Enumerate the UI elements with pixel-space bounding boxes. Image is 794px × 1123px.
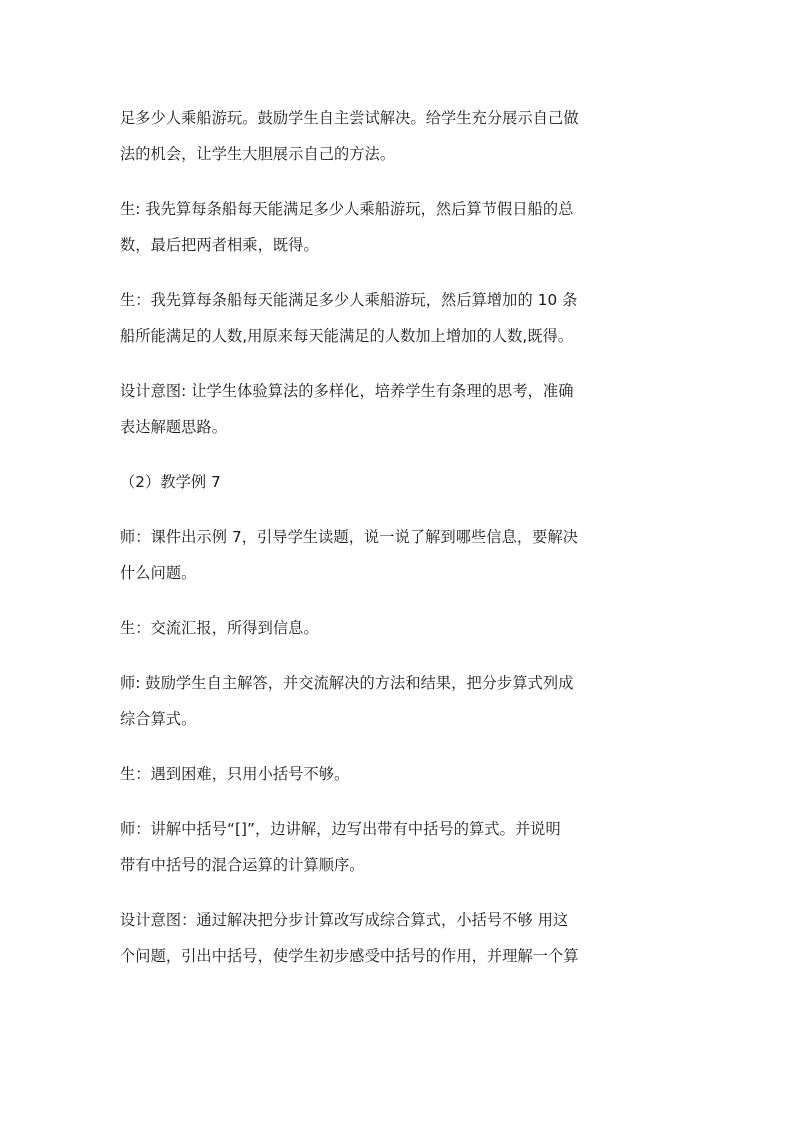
paragraph-10: [120, 811, 680, 883]
text-line: 生：交流汇报，所得到信息。: [120, 619, 319, 637]
text-line: 设计意图: 让学生体验算法的多样化，培养学生有条理的思考，准确: [120, 382, 574, 400]
paragraph-11: [120, 902, 680, 974]
paragraph-2: [120, 191, 680, 263]
text-line: 生：我先算每条船每天能满足多少人乘船游玩，然后算增加的 10 条: [120, 291, 578, 309]
paragraph-8: [120, 665, 680, 737]
paragraph-6: [120, 519, 680, 591]
text-line: 什么问题。: [120, 564, 197, 582]
document-body: [120, 100, 680, 993]
text-line: （2）教学例 7: [120, 473, 221, 491]
paragraph-1: [120, 100, 680, 172]
text-line: 师：课件出示例 7，引导学生读题，说一说了解到哪些信息，要解决: [120, 528, 579, 546]
paragraph-4: [120, 373, 680, 445]
text-line: 个问题，引出中括号，使学生初步感受中括号的作用，并理解一个算: [120, 947, 579, 965]
paragraph-7: [120, 610, 680, 646]
text-line: 数，最后把两者相乘，既得。: [120, 236, 319, 254]
text-line: 设计意图：通过解决把分步计算改写成综合算式，小括号不够 用这: [120, 911, 569, 929]
text-line: 足多少人乘船游玩。鼓励学生自主尝试解决。给学生充分展示自己做: [120, 109, 579, 127]
text-line: 师: 鼓励学生自主解答，并交流解决的方法和结果，把分步算式列成: [120, 674, 574, 692]
paragraph-9: [120, 756, 680, 792]
text-line: 生: 我先算每条船每天能满足多少人乘船游玩，然后算节假日船的总: [120, 200, 574, 218]
text-line: 船所能满足的人数,用原来每天能满足的人数加上增加的人数,既得。: [120, 327, 574, 345]
paragraph-5: [120, 464, 680, 500]
text-line: 师：讲解中括号“[]”，边讲解，边写出带有中括号的算式。并说明: [120, 820, 561, 838]
paragraph-3: [120, 282, 680, 354]
text-line: 生：遇到困难，只用小括号不够。: [120, 765, 350, 783]
text-line: 表达解题思路。: [120, 418, 228, 436]
text-line: 带有中括号的混合运算的计算顺序。: [120, 856, 365, 874]
text-line: 综合算式。: [120, 710, 197, 728]
text-line: 法的机会，让学生大胆展示自己的方法。: [120, 145, 396, 163]
